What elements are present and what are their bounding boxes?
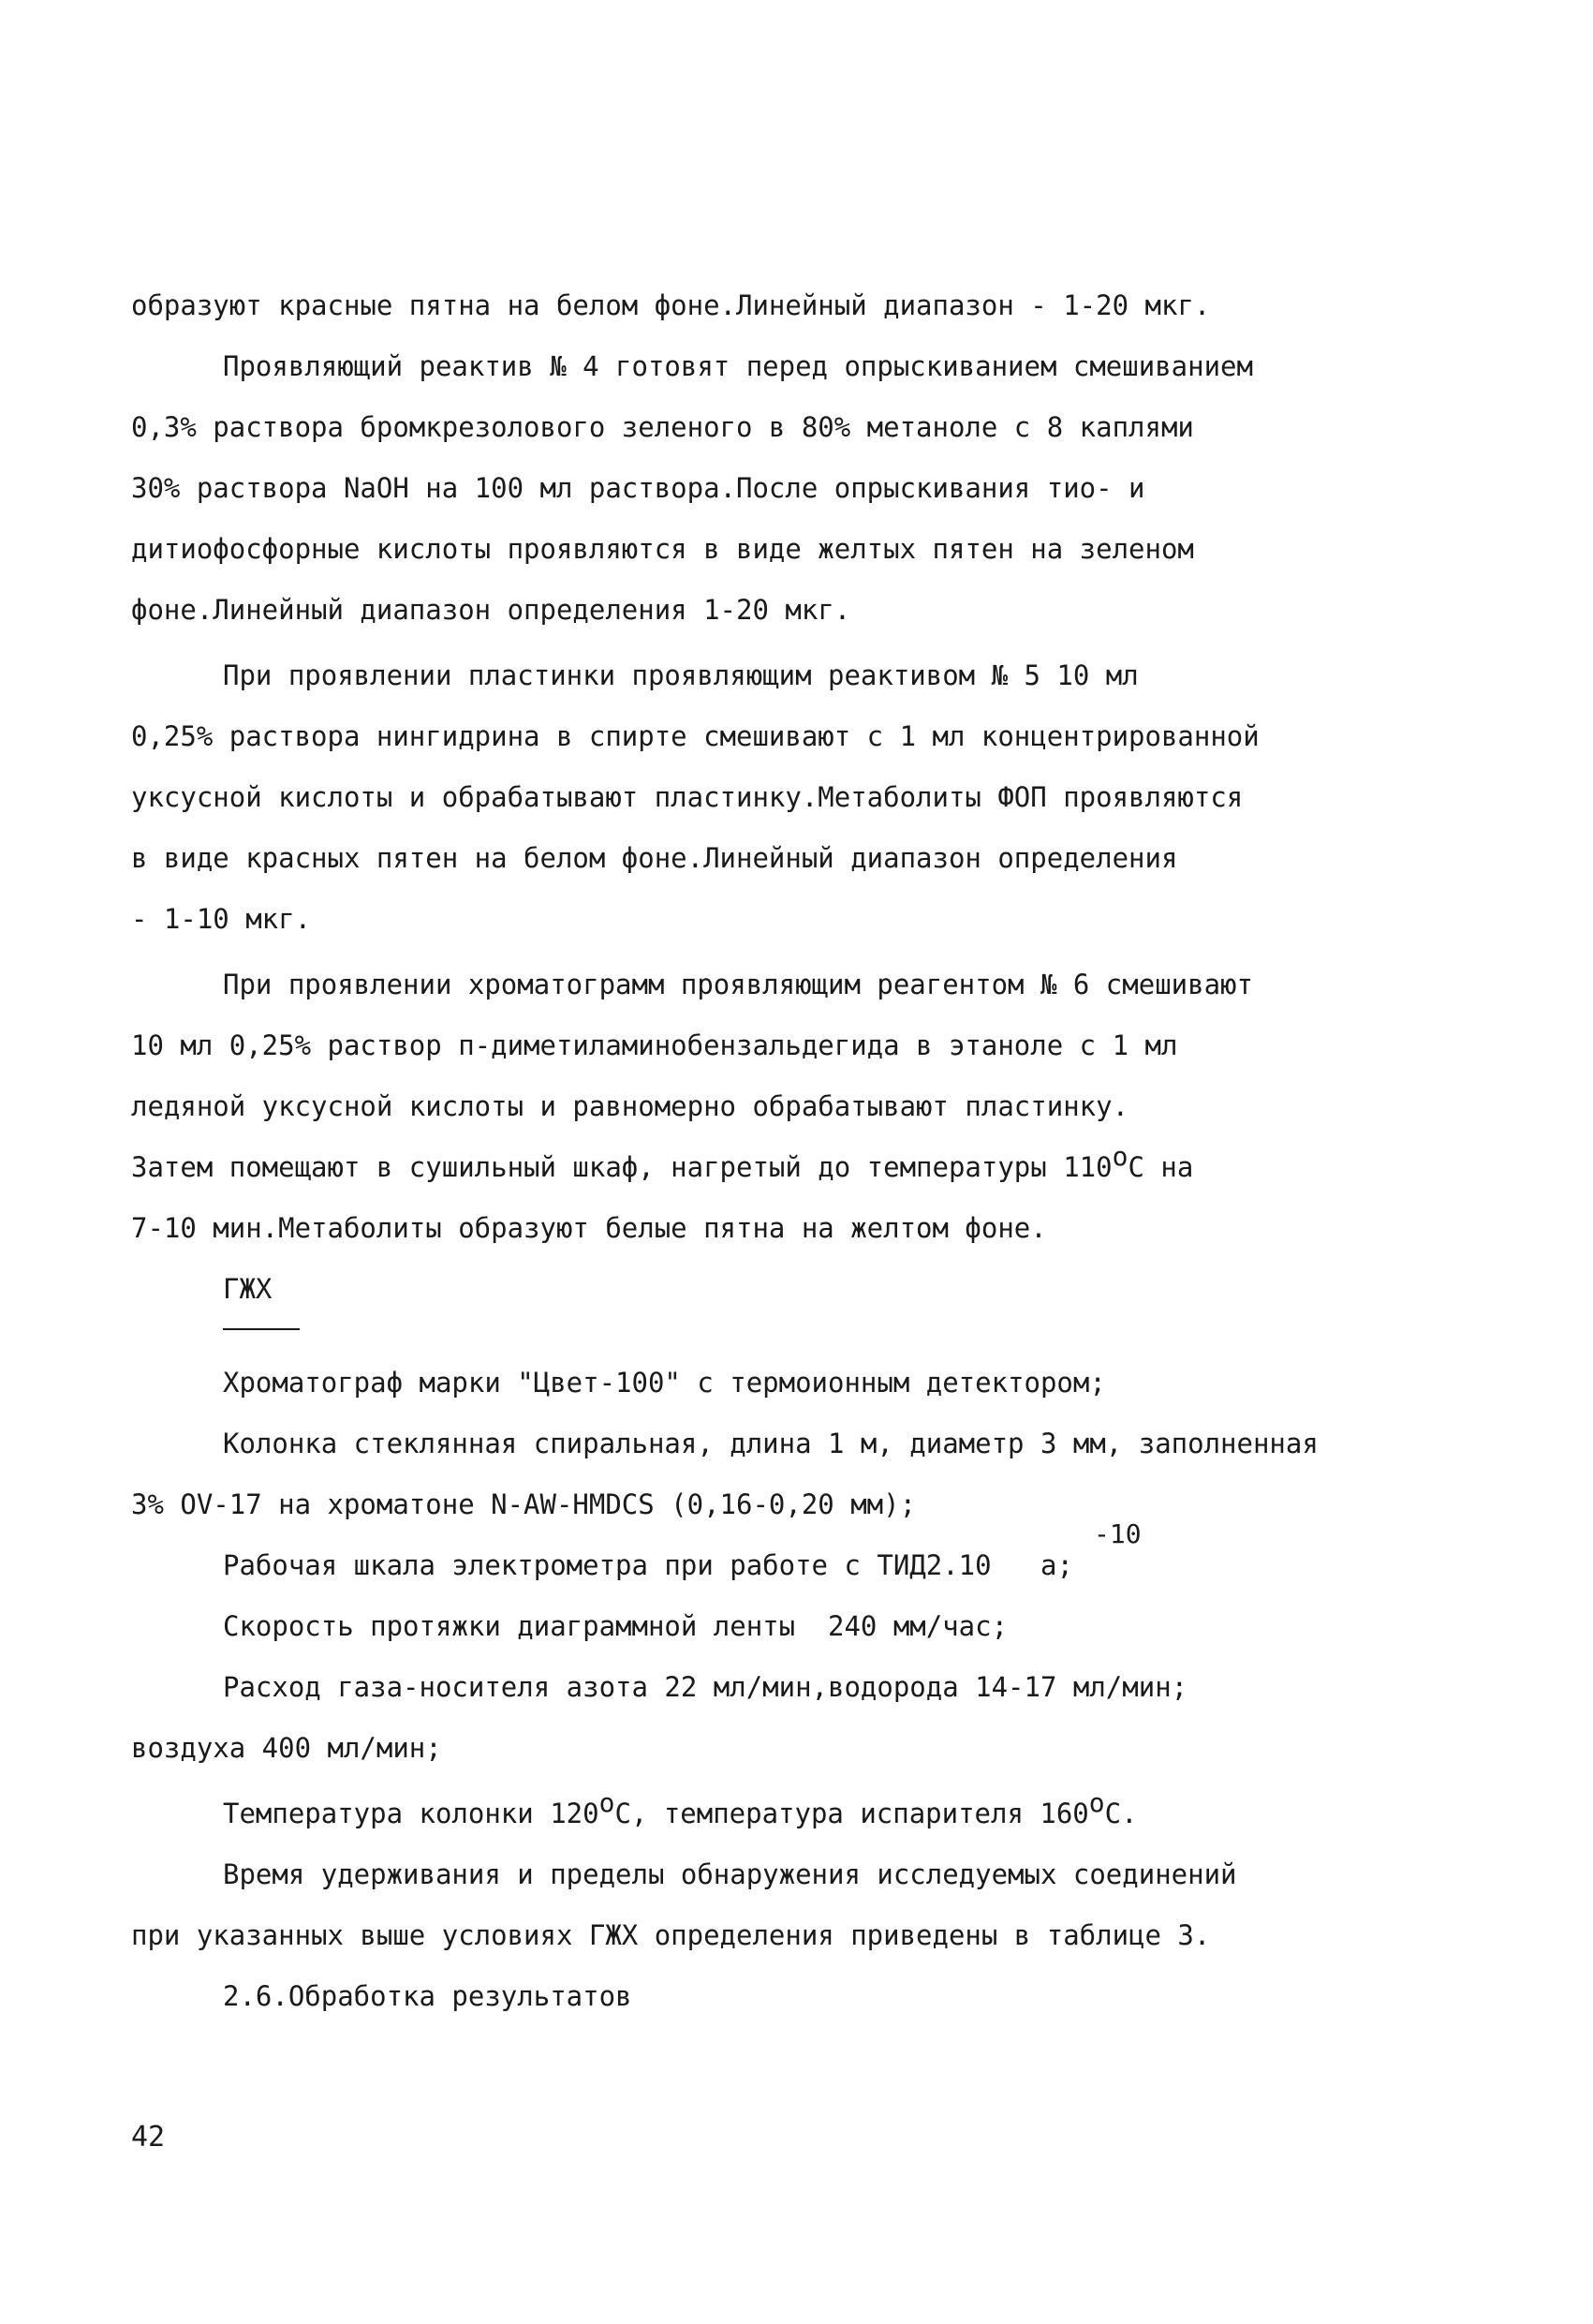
text-line: Время удерживания и пределы обнаружения исследуемых соединений	[223, 1858, 1237, 1890]
text-line: Проявляющий реактив № 4 готовят перед опрыскиванием смешиванием	[223, 350, 1253, 382]
text-line: - 1-10 мкг.	[131, 903, 312, 935]
text-line: При проявлении пластинки проявляющим реактивом № 5 10 мл	[223, 659, 1139, 691]
text-line: Затем помещают в сушильный шкаф, нагретый до температуры 110oC на	[131, 1141, 1194, 1183]
text-line: Рабочая шкала электрометра при работе с ТИД2.10 а;	[223, 1549, 1073, 1581]
text-line: образуют красные пятна на белом фоне.Линейный диапазон - 1-20 мкг.	[131, 289, 1211, 321]
exponent: -10	[1094, 1518, 1142, 1549]
text-line: Температура колонки 120oC, температура испарителя 160oC.	[223, 1787, 1138, 1829]
text-line: Колонка стеклянная спиральная, длина 1 м, диаметр 3 мм, заполненная	[223, 1428, 1319, 1459]
text-line: 0,25% раствора нингидрина в спирте смешивают с 1 мл концентрированной	[131, 720, 1260, 752]
text-line: воздуха 400 мл/мин;	[131, 1732, 442, 1764]
text-line: 0,3% раствора бромкрезолового зеленого в 80% метаноле с 8 каплями	[131, 411, 1194, 443]
text-line: При проявлении хроматограмм проявляющим реагентом № 6 смешивают	[223, 969, 1253, 1000]
text-line: фоне.Линейный диапазон определения 1-20 мкг.	[131, 594, 851, 626]
section-heading: ГЖХ	[223, 1273, 273, 1305]
text-line: Скорость протяжки диаграммной ленты 240 мм/час;	[223, 1610, 1009, 1642]
text-line: при указанных выше условиях ГЖХ определения приведены в таблице 3.	[131, 1919, 1211, 1951]
text-line: 30% раствора NaOH на 100 мл раствора.После опрыскивания тио- и	[131, 472, 1145, 504]
text-line: Расход газа-носителя азота 22 мл/мин,водорода 14-17 мл/мин;	[223, 1671, 1188, 1703]
subsection-heading: 2.6.Обработка результатов	[223, 1980, 632, 2012]
text-line: ледяной уксусной кислоты и равномерно обрабатывают пластинку.	[131, 1090, 1129, 1122]
text-line: 7-10 мин.Метаболиты образуют белые пятна на желтом фоне.	[131, 1212, 1047, 1244]
text-line: в виде красных пятен на белом фоне.Линейный диапазон определения	[131, 842, 1178, 874]
text-line: дитиофосфорные кислоты проявляются в виде желтых пятен на зеленом	[131, 533, 1194, 565]
text-line: Хроматограф марки "Цвет-100" с термоионным детектором;	[223, 1367, 1106, 1399]
text-line: 3% OV-17 на хроматоне N-AW-HMDCS (0,16-0,20 мм);	[131, 1488, 917, 1520]
heading-underline	[223, 1328, 300, 1330]
text-line: 10 мл 0,25% раствор п-диметиламинобензальдегида в этаноле с 1 мл	[131, 1029, 1178, 1061]
text-line: уксусной кислоты и обрабатывают пластинку.Метаболиты ФОП проявляются	[131, 781, 1244, 813]
page-number: 42	[131, 2121, 166, 2154]
